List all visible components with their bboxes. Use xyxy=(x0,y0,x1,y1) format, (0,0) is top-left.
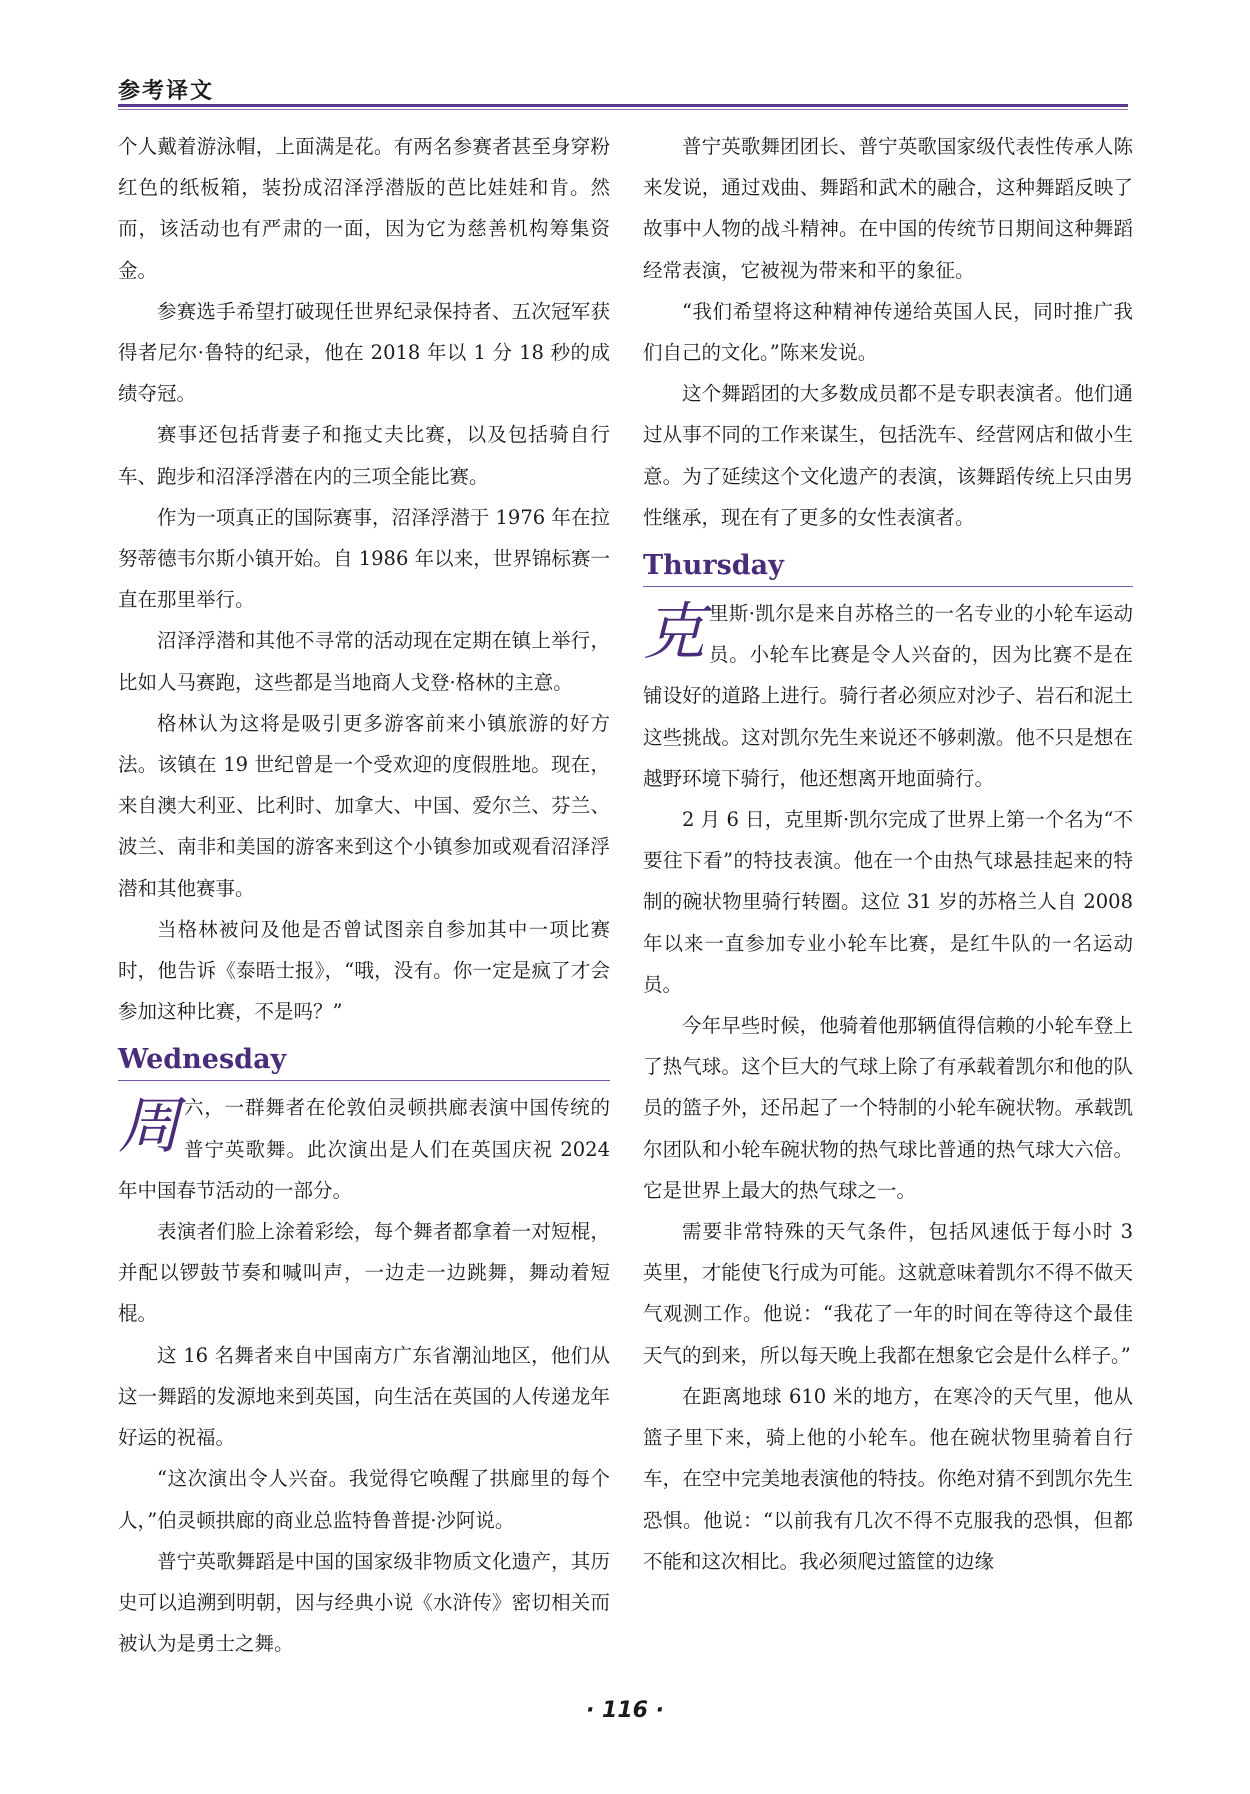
section-heading-wednesday: Wednesday xyxy=(118,1032,610,1081)
right-column xyxy=(643,126,1133,1582)
drop-cap: 周 xyxy=(118,1089,181,1163)
paragraph: 表演者们脸上涂着彩绘，每个舞者都拿着一对短棍，并配以锣鼓节奏和喊叫声，一边走一边跳舞，舞动着短棍。 xyxy=(118,1220,610,1326)
drop-cap-paragraph xyxy=(118,1087,610,1211)
header-rule-thin xyxy=(118,109,1128,110)
page-header-title: 参考译文 xyxy=(118,79,215,104)
page-number: · 116 · xyxy=(586,1698,664,1723)
section-heading-thursday: Thursday xyxy=(643,538,1133,587)
paragraph: 参赛选手希望打破现任世界纪录保持者、五次冠军获得者尼尔·鲁特的纪录，他在 2018 年以 1 分 18 秒的成绩夺冠。 xyxy=(118,299,610,406)
paragraph: 个人戴着游泳帽，上面满是花。有两名参赛者甚至身穿粉红色的纸板箱，装扮成沼泽浮潜版的芭比娃娃和肯。然而，该活动也有严肃的一面，因为它为慈善机构筹集资金。 xyxy=(118,135,610,282)
paragraph: 需要非常特殊的天气条件，包括风速低于每小时 3 英里，才能使飞行成为可能。这就意味着凯尔不得不做天气观测工作。他说：“我花了一年的时间在等待这个最佳天气的到来，所以每天晚上我都在想象它会是什么样子。” xyxy=(643,1220,1133,1367)
drop-paragraph-text: 里斯·凯尔是来自苏格兰的一名专业的小轮车运动员。小轮车比赛是令人兴奋的，因为比赛不是在铺设好的道路上进行。骑行者必须应对沙子、岩石和泥土这些挑战。这对凯尔先生来说还不够刺激。他不只是想在越野环境下骑行，他还想离开地面骑行。 xyxy=(643,602,1133,790)
paragraph: 格林认为这将是吸引更多游客前来小镇旅游的好方法。该镇在 19 世纪曾是一个受欢迎的度假胜地。现在，来自澳大利亚、比利时、加拿大、中国、爱尔兰、芬兰、波兰、南非和美国的游客来到这个小镇参加或观看沼泽浮潜和其他赛事。 xyxy=(118,711,610,900)
paragraph: 当格林被问及他是否曾试图亲自参加其中一项比赛时，他告诉《泰晤士报》，“哦，没有。你一定是疯了才会参加这种比赛，不是吗？” xyxy=(118,917,610,1024)
paragraph: 今年早些时候，他骑着他那辆值得信赖的小轮车登上了热气球。这个巨大的气球上除了有承载着凯尔和他的队员的篮子外，还吊起了一个特制的小轮车碗状物。承载凯尔团队和小轮车碗状物的热气球比普通的热气球大六倍。它是世界上最大的热气球之一。 xyxy=(643,1014,1133,1202)
paragraph: 2 月 6 日，克里斯·凯尔完成了世界上第一个名为“不要往下看”的特技表演。他在一个由热气球悬挂起来的特制的碗状物里骑行转圈。这位 31 岁的苏格兰人自 2008 年以来一直参加专业小轮车比赛，是红牛队的一名运动员。 xyxy=(643,808,1133,996)
drop-cap-paragraph xyxy=(643,593,1133,799)
paragraph: 普宁英歌舞蹈是中国的国家级非物质文化遗产，其历史可以追溯到明朝，因与经典小说《水浒传》密切相关而被认为是勇士之舞。 xyxy=(118,1549,610,1656)
paragraph: 这个舞蹈团的大多数成员都不是专职表演者。他们通过从事不同的工作来谋生，包括洗车、经营网店和做小生意。为了延续这个文化遗产的表演，该舞蹈传统上只由男性继承，现在有了更多的女性表演者。 xyxy=(643,382,1133,529)
left-column xyxy=(118,126,610,1664)
paragraph: 沼泽浮潜和其他不寻常的活动现在定期在镇上举行，比如人马赛跑，这些都是当地商人戈登·格林的主意。 xyxy=(118,629,610,694)
paragraph: 赛事还包括背妻子和拖丈夫比赛，以及包括骑自行车、跑步和沼泽浮潜在内的三项全能比赛。 xyxy=(118,423,610,488)
paragraph: 作为一项真正的国际赛事，沼泽浮潜于 1976 年在拉努蒂德韦尔斯小镇开始。自 1986 年以来，世界锦标赛一直在那里举行。 xyxy=(118,505,610,612)
paragraph: 在距离地球 610 米的地方，在寒冷的天气里，他从篮子里下来，骑上他的小轮车。他在碗状物里骑着自行车，在空中完美地表演他的特技。你绝对猜不到凯尔先生恐惧。他说：“以前我有几次不得不克服我的恐惧，但都不能和这次相比。我必须爬过篮筐的边缘 xyxy=(643,1384,1133,1573)
drop-cap: 克 xyxy=(643,595,706,669)
paragraph: 普宁英歌舞团团长、普宁英歌国家级代表性传承人陈来发说，通过戏曲、舞蹈和武术的融合，这种舞蹈反映了故事中人物的战斗精神。在中国的传统节日期间这种舞蹈经常表演，它被视为带来和平的象征。 xyxy=(643,135,1133,282)
header-rule xyxy=(118,104,1128,107)
paragraph: 这 16 名舞者来自中国南方广东省潮汕地区，他们从这一舞蹈的发源地来到英国，向生活在英国的人传递龙年好运的祝福。 xyxy=(118,1343,610,1450)
drop-paragraph-text: 六，一群舞者在伦敦伯灵顿拱廊表演中国传统的普宁英歌舞。此次演出是人们在英国庆祝 2024 年中国春节活动的一部分。 xyxy=(118,1096,610,1202)
paragraph: “这次演出令人兴奋。我觉得它唤醒了拱廊里的每个人，”伯灵顿拱廊的商业总监特鲁普提·沙阿说。 xyxy=(118,1467,610,1532)
paragraph: “我们希望将这种精神传递给英国人民，同时推广我们自己的文化。”陈来发说。 xyxy=(643,299,1133,365)
